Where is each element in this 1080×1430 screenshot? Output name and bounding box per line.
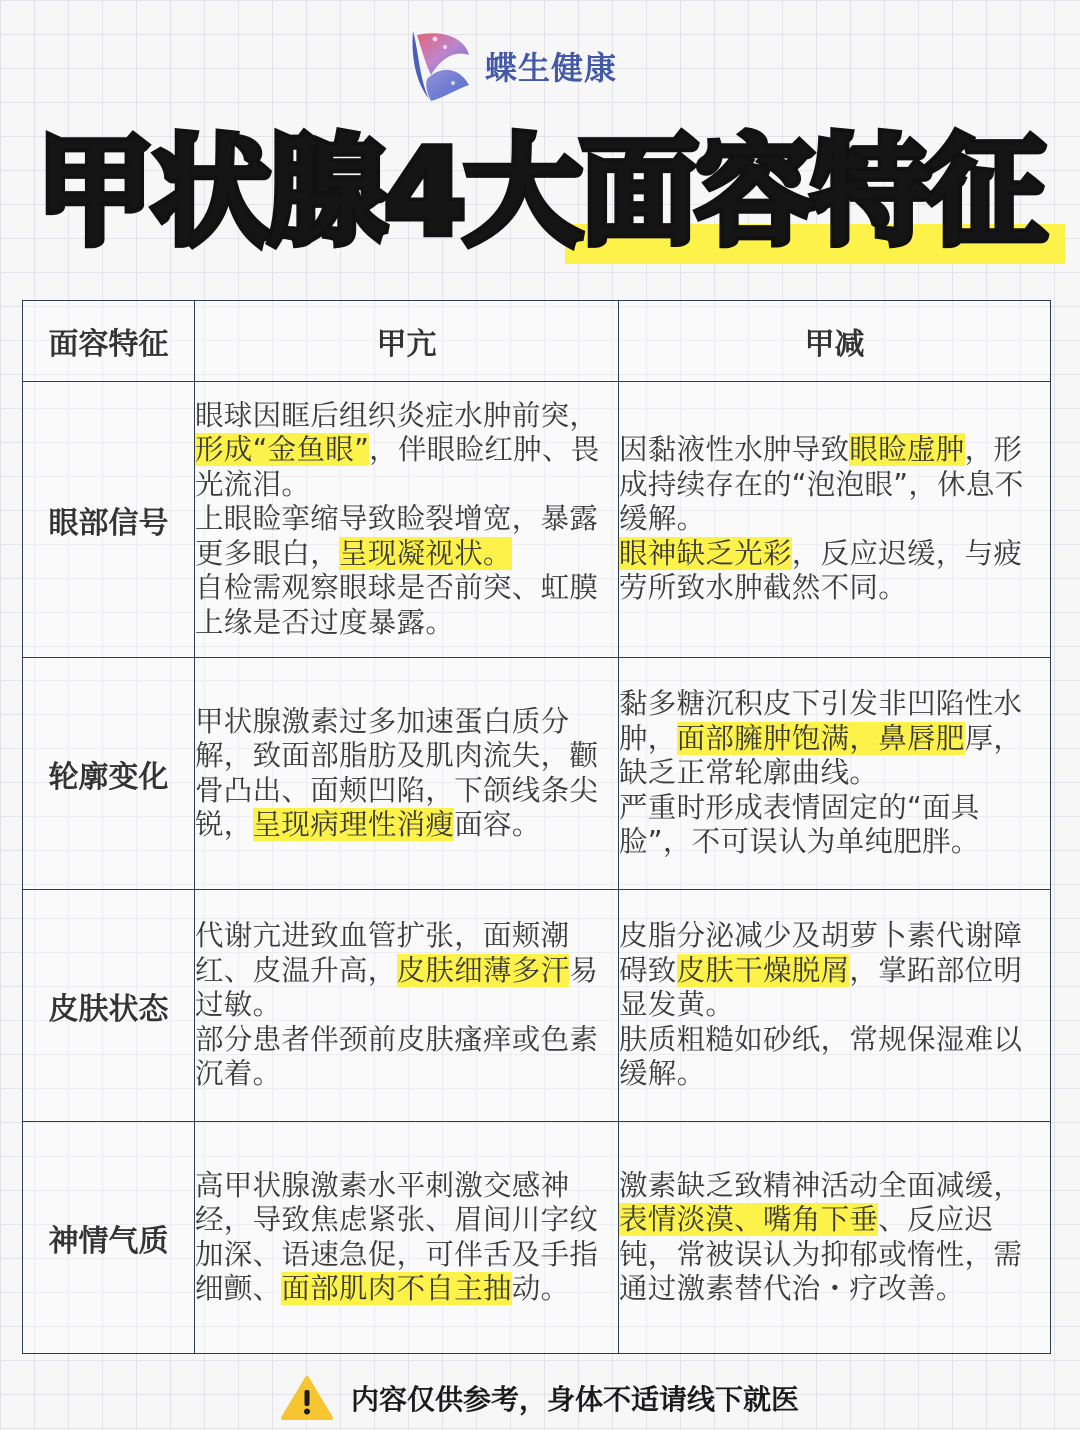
title-block xyxy=(0,112,1080,272)
cell-text: 肤质粗糙如砂纸，常规保湿难以缓解。 xyxy=(619,1022,1023,1091)
highlighted-text: 皮肤细薄多汗 xyxy=(396,953,570,987)
cell-text: 、反应迟钝，常被误认为抑郁或惰性，需通过激素替代治・疗改善。 xyxy=(619,1203,1023,1305)
row-feature-label: 轮廓变化 xyxy=(23,658,195,890)
cell-text: ，伴眼睑红肿、畏光流泪。 xyxy=(195,433,600,501)
row-feature-label: 皮肤状态 xyxy=(23,890,195,1122)
row-feature-label: 神情气质 xyxy=(23,1122,195,1354)
cell-text: 厚，缺乏正常轮廓曲线。 xyxy=(619,721,1023,790)
cell-text: 自检需观察眼球是否前突、虹膜上缘是否过度暴露。 xyxy=(195,571,599,639)
highlighted-text: 呈现病理性消瘦 xyxy=(252,808,455,841)
cell-text: 激素缺乏致精神活动全面减缓， xyxy=(619,1168,1023,1202)
highlighted-text: 眼神缺乏光彩 xyxy=(619,536,792,570)
warning-icon xyxy=(281,1375,333,1421)
brand-name: 蝶生健康 xyxy=(485,49,618,87)
cell-text: 面容。 xyxy=(454,808,541,841)
cell-paragraph xyxy=(195,571,618,640)
cell-text: 易过敏。 xyxy=(195,953,599,1022)
hyperthyroid-cell xyxy=(195,890,619,1122)
highlighted-text: 眼睑虚肿 xyxy=(849,433,965,467)
cell-paragraph xyxy=(619,433,1050,537)
highlighted-text: 皮肤干燥脱屑 xyxy=(676,953,850,987)
cell-paragraph xyxy=(619,791,1050,860)
table-row xyxy=(23,890,1051,1122)
table-row xyxy=(23,1122,1051,1354)
footer-text: 内容仅供参考，身体不适请线下就医 xyxy=(350,1383,799,1416)
table-row xyxy=(23,658,1051,890)
comparison-table xyxy=(22,300,1051,1354)
highlighted-text: 形成“金鱼眼” xyxy=(195,433,370,467)
cell-text: 皮脂分泌减少及胡萝卜素代谢障碍致 xyxy=(619,919,1023,987)
header-hyperthyroid: 甲亢 xyxy=(195,301,619,382)
cell-paragraph xyxy=(619,687,1050,791)
cell-text: ，掌跖部位明显发黄。 xyxy=(619,953,1023,1022)
cell-text: 高甲状腺激素水平刺激交感神经，导致焦虑紧张、眉间川字纹加深、语速急促，可伴舌及手指细颤、 xyxy=(195,1168,599,1305)
cell-paragraph xyxy=(195,1169,618,1307)
hypothyroid-cell xyxy=(619,890,1051,1122)
brand xyxy=(405,22,617,110)
highlighted-text: 表情淡漠、嘴角下垂 xyxy=(619,1203,879,1236)
cell-paragraph xyxy=(195,1023,618,1092)
hyperthyroid-cell xyxy=(195,658,619,890)
table-row xyxy=(23,382,1051,658)
row-feature-label: 眼部信号 xyxy=(23,382,195,658)
cell-paragraph xyxy=(619,1169,1050,1307)
cell-text: 上眼睑挛缩导致睑裂增宽，暴露更多眼白， xyxy=(195,502,599,570)
highlighted-text: 面部肌肉不自主抽 xyxy=(281,1272,512,1305)
hypothyroid-cell xyxy=(619,382,1051,658)
cell-paragraph xyxy=(619,919,1050,1023)
cell-paragraph xyxy=(619,537,1050,606)
highlighted-text: 面部臃肿饱满，鼻唇肥 xyxy=(676,721,965,755)
page-title: 甲状腺4大面容特征 xyxy=(35,123,1045,261)
cell-text: 甲状腺激素过多加速蛋白质分解，致面部脂肪及肌肉流失，颧骨凸出、面颊凹陷，下颌线条尖锐， xyxy=(195,704,599,841)
cell-paragraph xyxy=(195,705,618,843)
cell-text: 黏多糖沉积皮下引发非凹陷性水肿， xyxy=(619,687,1023,755)
highlighted-text: 呈现凝视状。 xyxy=(339,536,512,570)
cell-text: 部分患者伴颈前皮肤瘙痒或色素沉着。 xyxy=(195,1022,599,1091)
cell-text: 动。 xyxy=(511,1272,570,1305)
cell-paragraph xyxy=(195,919,618,1023)
cell-text: 因黏液性水肿导致 xyxy=(619,433,850,467)
cell-text: 眼球因眶后组织炎症水肿前突， xyxy=(195,398,599,432)
cell-paragraph xyxy=(195,399,618,503)
hyperthyroid-cell xyxy=(195,1122,619,1354)
footer-disclaimer xyxy=(0,1374,1080,1422)
header-hypothyroid: 甲减 xyxy=(619,301,1051,382)
header-feature: 面容特征 xyxy=(23,301,195,382)
cell-text: 代谢亢进致血管扩张，面颊潮红、皮温升高， xyxy=(195,919,570,987)
table-header-row xyxy=(23,301,1051,382)
cell-text: 严重时形成表情固定的“面具脸”，不可误认为单纯肥胖。 xyxy=(619,790,980,859)
cell-text: ，形成持续存在的“泡泡眼”，休息不缓解。 xyxy=(619,433,1024,536)
cell-text: ，反应迟缓，与疲劳所致水肿截然不同。 xyxy=(619,536,1023,605)
hypothyroid-cell xyxy=(619,658,1051,890)
cell-paragraph xyxy=(619,1023,1050,1092)
butterfly-logo-icon xyxy=(405,25,475,107)
cell-paragraph xyxy=(195,502,618,571)
hyperthyroid-cell xyxy=(195,382,619,658)
hypothyroid-cell xyxy=(619,1122,1051,1354)
